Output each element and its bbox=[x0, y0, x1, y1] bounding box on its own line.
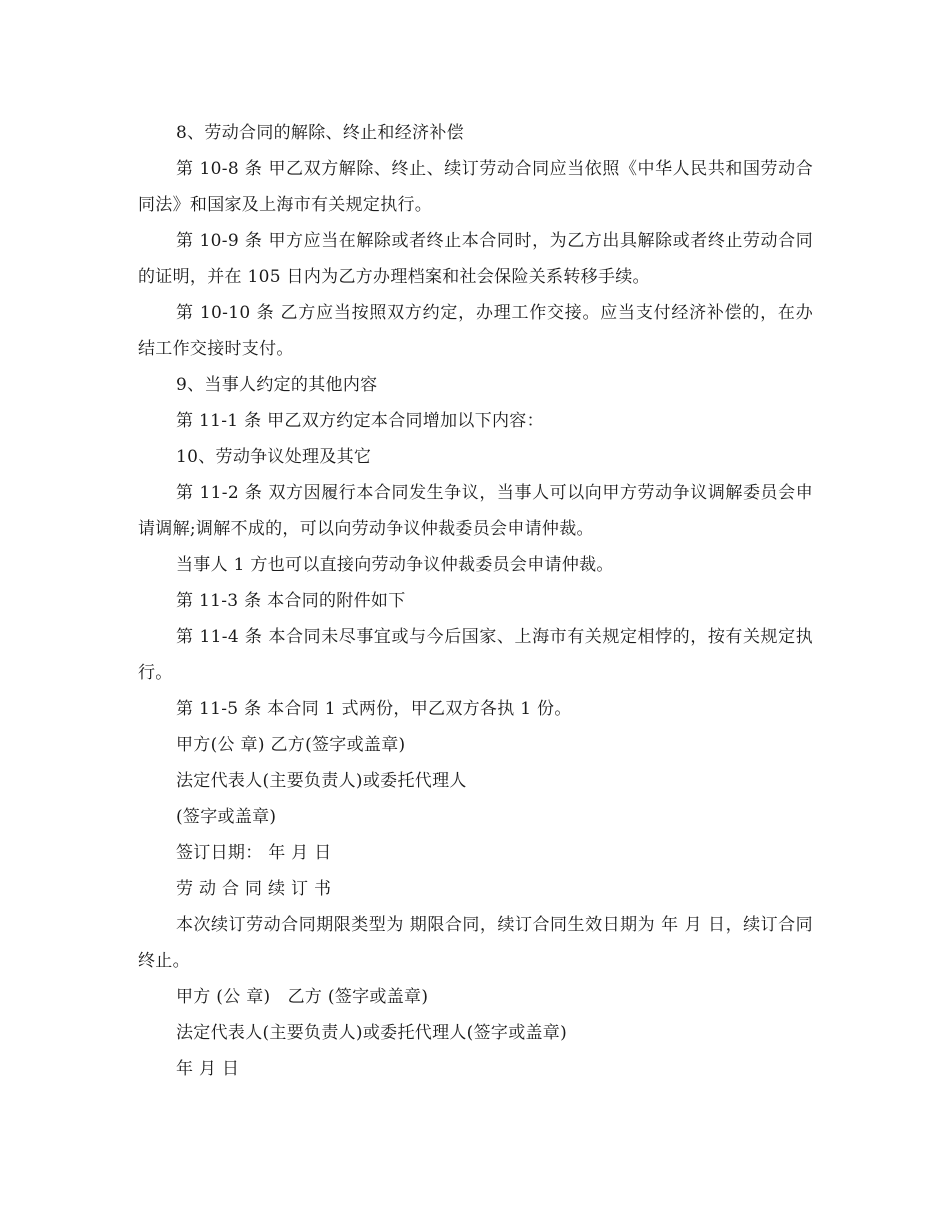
clause-10-8: 第 10-8 条 甲乙双方解除、终止、续订劳动合同应当依照《中华人民共和国劳动合同法》和国家及上海市有关规定执行。 bbox=[138, 159, 813, 215]
signing-date-line: 签订日期： 年 月 日 bbox=[176, 843, 332, 863]
clause-11-5: 第 11-5 条 本合同 1 式两份，甲乙双方各执 1 份。 bbox=[176, 699, 572, 719]
renewal-date-line: 年 月 日 bbox=[176, 1059, 240, 1079]
clause-10-10: 第 10-10 条 乙方应当按照双方约定，办理工作交接。应当支付经济补偿的，在办结工作交接时支付。 bbox=[138, 303, 813, 359]
renewal-body: 本次续订劳动合同期限类型为 期限合同，续订合同生效日期为 年 月 日，续订合同 终止。 bbox=[138, 915, 819, 971]
legal-representative-line: 法定代表人(主要负责人)或委托代理人 bbox=[176, 771, 467, 791]
clause-10-9: 第 10-9 条 甲方应当在解除或者终止本合同时，为乙方出具解除或者终止劳动合同的证明，并在 105 日内为乙方办理档案和社会保险关系转移手续。 bbox=[138, 231, 813, 287]
clause-11-1: 第 11-1 条 甲乙双方约定本合同增加以下内容： bbox=[176, 411, 544, 431]
section-heading-other-content: 9、当事人约定的其他内容 bbox=[176, 375, 378, 395]
clause-11-4: 第 11-4 条 本合同未尽事宜或与今后国家、上海市有关规定相悖的，按有关规定执行。 bbox=[138, 627, 813, 683]
clause-11-3: 第 11-3 条 本合同的附件如下 bbox=[176, 591, 406, 611]
clause-11-2-direct-arbitration: 当事人 1 方也可以直接向劳动争议仲裁委员会申请仲裁。 bbox=[176, 555, 614, 575]
signature-parties-line: 甲方(公 章) 乙方(签字或盖章) bbox=[176, 735, 406, 755]
renewal-legal-representative-line: 法定代表人(主要负责人)或委托代理人(签字或盖章) bbox=[176, 1023, 568, 1043]
signature-note: (签字或盖章) bbox=[176, 807, 277, 827]
section-heading-termination: 8、劳动合同的解除、终止和经济补偿 bbox=[176, 123, 464, 143]
clause-11-2: 第 11-2 条 双方因履行本合同发生争议，当事人可以向甲方劳动争议调解委员会申请调解;调解不成的，可以向劳动争议仲裁委员会申请仲裁。 bbox=[138, 483, 813, 539]
renewal-signature-parties-line: 甲方 (公 章) 乙方 (签字或盖章) bbox=[176, 987, 429, 1007]
document-page bbox=[138, 115, 819, 1087]
section-heading-disputes: 10、劳动争议处理及其它 bbox=[176, 447, 372, 467]
renewal-title: 劳 动 合 同 续 订 书 bbox=[176, 879, 332, 899]
